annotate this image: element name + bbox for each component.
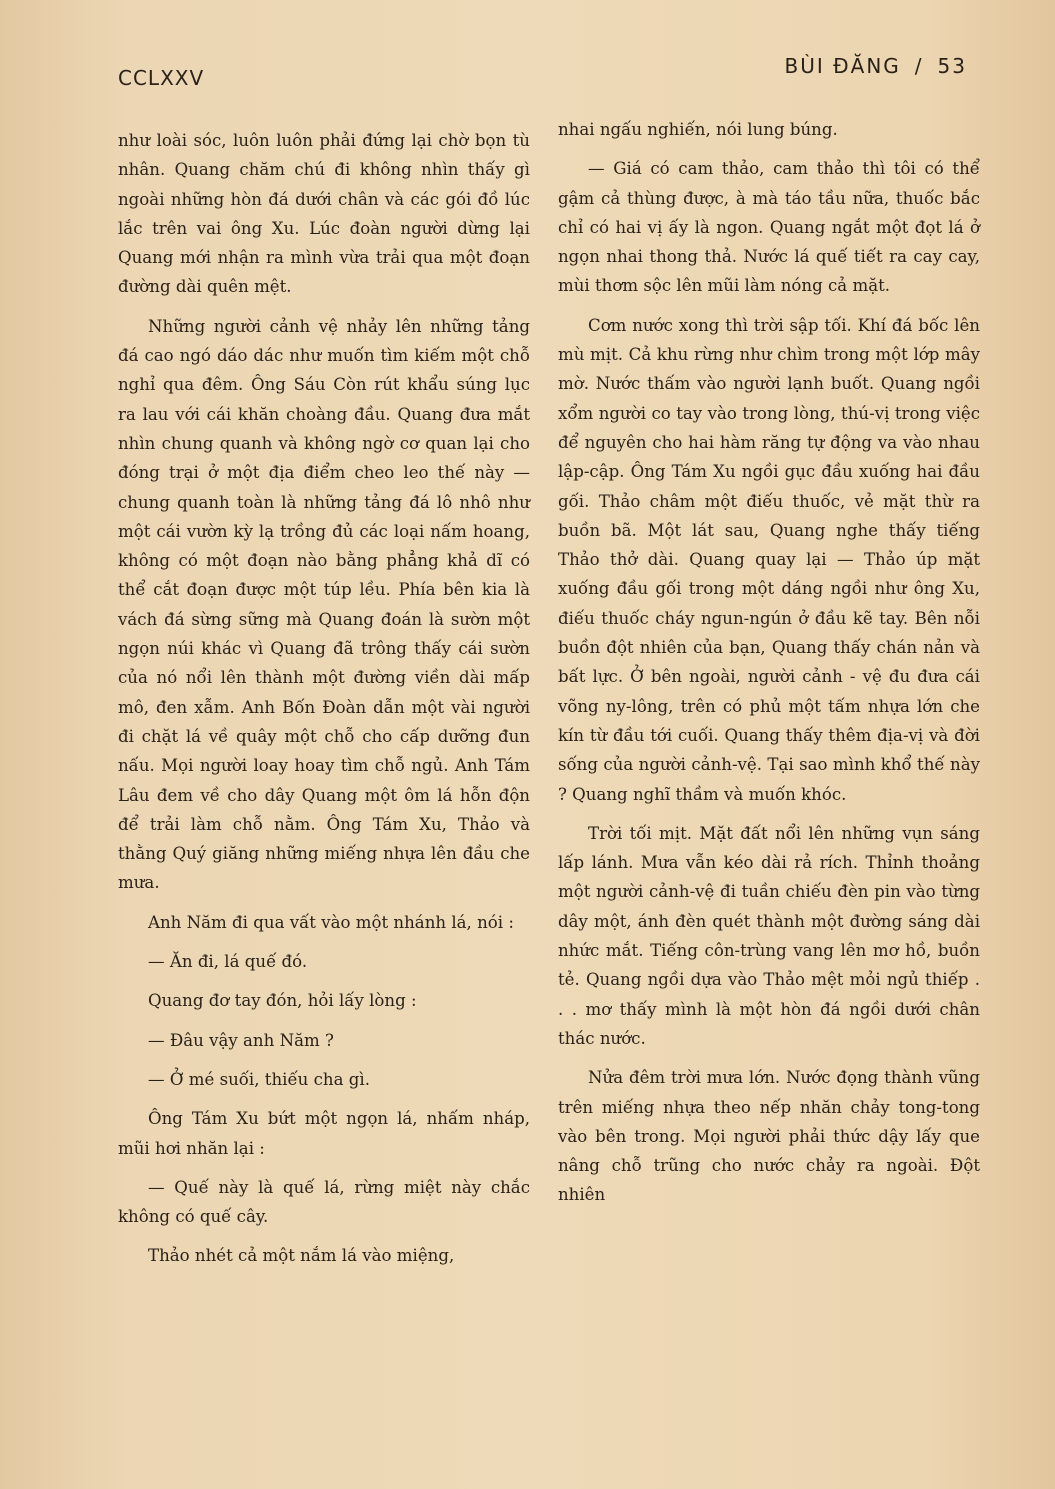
paragraph: Ông Tám Xu bứt một ngọn lá, nhấm nháp, mũi hơi nhăn lại : <box>118 1109 530 1158</box>
header-separator: / <box>914 54 924 78</box>
dialogue-line: — Quế này là quế lá, rừng miệt này chắc không có quế cây. <box>118 1177 530 1227</box>
page-number: 53 <box>937 54 967 78</box>
left-column <box>118 126 530 1271</box>
paragraph: nhai ngấu nghiến, nói lung búng. <box>558 120 838 139</box>
page-header <box>118 52 967 90</box>
issue-number: CCLXXV <box>118 66 205 90</box>
dialogue-line: — Ở mé suối, thiếu cha gì. <box>148 1069 370 1089</box>
running-head <box>785 54 967 78</box>
paragraph: Cơm nước xong thì trời sập tối. Khí đá bốc lên mù mịt. Cả khu rừng như chìm trong một lớp mây mờ. Nước thấm vào người lạnh buốt. Quang ngồi xổm người co tay vào trong lòng, thú-vị trong việc để nguyên cho hai hàm răng tự động va vào nhau lập-cập. Ông Tám Xu ngồi gục đầu xuống hai đầu gối. Thảo châm một điếu thuốc, vẻ mặt thừ ra buồn bã. Một lát sau, Quang nghe thấy tiếng Thảo thở dài. Quang quay lại — Thảo úp mặt xuống đầu gối trong một dáng ngồi như ông Xu, điếu thuốc cháy ngun-ngún ở đầu kẽ tay. Bên nỗi buồn đột nhiên của bạn, Quang thấy chán nản và bất lực. Ở bên ngoài, người cảnh - vệ đu đưa cái võng ny-lông, trên có phủ một tấm nhựa lớn che kín từ đầu tới cuối. Quang thấy thêm địa-vị và đời sống của người cảnh-vệ. Tại sao mình khổ thế này ? Quang nghĩ thầm và muốn khóc. <box>558 315 980 804</box>
paragraph: Trời tối mịt. Mặt đất nổi lên những vụn sáng lấp lánh. Mưa vẫn kéo dài rả rích. Thỉnh thoảng một người cảnh-vệ đi tuần chiếu đèn pin vào từng dây một, ánh đèn quét thành một đường sáng dài nhức mắt. Tiếng côn-trùng vang lên mơ hồ, buồn tẻ. Quang ngồi dựa vào Thảo mệt mỏi ngủ thiếp . . . mơ thấy mình là một hòn đá ngồi dưới chân thác nước. <box>558 823 980 1048</box>
dialogue-line: — Đâu vậy anh Năm ? <box>148 1030 334 1050</box>
author-name: BÙI ĐĂNG <box>784 54 901 78</box>
paragraph: Thảo nhét cả một nắm lá vào miệng, <box>148 1246 455 1266</box>
dialogue-line: — Ăn đi, lá quế đó. <box>148 952 308 972</box>
paragraph: Quang đơ tay đón, hỏi lấy lòng : <box>148 991 417 1011</box>
paragraph: như loài sóc, luôn luôn phải đứng lại chờ bọn tù nhân. Quang chăm chú đi không nhìn thấy gì ngoài những hòn đá dưới chân và các gói đồ lúc lắc trên vai ông Xu. Lúc đoàn người dừng lại Quang mới nhận ra mình vừa trải qua một đoạn đường dài quên mệt. <box>118 131 530 297</box>
paragraph: Những người cảnh vệ nhảy lên những tảng đá cao ngó dáo dác như muốn tìm kiếm một chỗ nghỉ qua đêm. Ông Sáu Còn rút khẩu súng lục ra lau với cái khăn choàng đầu. Quang đưa mắt nhìn chung quanh và không ngờ cơ quan lại cho đóng trại ở một địa điểm cheo leo thế này — chung quanh toàn là những tảng đá lô nhô như một cái vườn kỳ lạ trồng đủ các loại nấm hoang, không có một đoạn nào bằng phẳng khả dĩ có thể cắt đoạn được một túp lều. Phía bên kia là vách đá sừng sững mà Quang đoán là sườn một ngọn núi khác vì Quang đã trông thấy cái sườn của nó nổi lên thành một đường viền dài mấp mô, đen xẫm. Anh Bốn Đoàn dẫn một vài người đi chặt lá về quây một chỗ cho cấp dưỡng đun nấu. Mọi người loay hoay tìm chỗ ngủ. Anh Tám Lâu đem về cho dây Quang một ôm lá hỗn độn để trải làm chỗ nằm. Ông Tám Xu, Thảo và thằng Quý giăng những miếng nhựa lên đầu che mưa. <box>118 316 530 893</box>
paragraph: Nửa đêm trời mưa lớn. Nước đọng thành vũng trên miếng nhựa theo nếp nhăn chảy tong-tong vào bên trong. Mọi người phải thức dậy lấy que nâng chỗ trũng cho nước chảy ra ngoài. Đột nhiên <box>558 1068 980 1205</box>
right-column <box>558 115 980 1210</box>
dialogue-line: — Giá có cam thảo, cam thảo thì tôi có thể gậm cả thùng được, à mà táo tầu nữa, thuốc bắc chỉ có hai vị ấy là ngon. Quang ngắt một đọt lá ở ngọn nhai thong thả. Nước lá quế tiết ra cay cay, mùi thơm sộc lên mũi làm nóng cả mặt. <box>558 159 980 296</box>
paragraph: Anh Năm đi qua vất vào một nhánh lá, nói : <box>148 912 514 932</box>
